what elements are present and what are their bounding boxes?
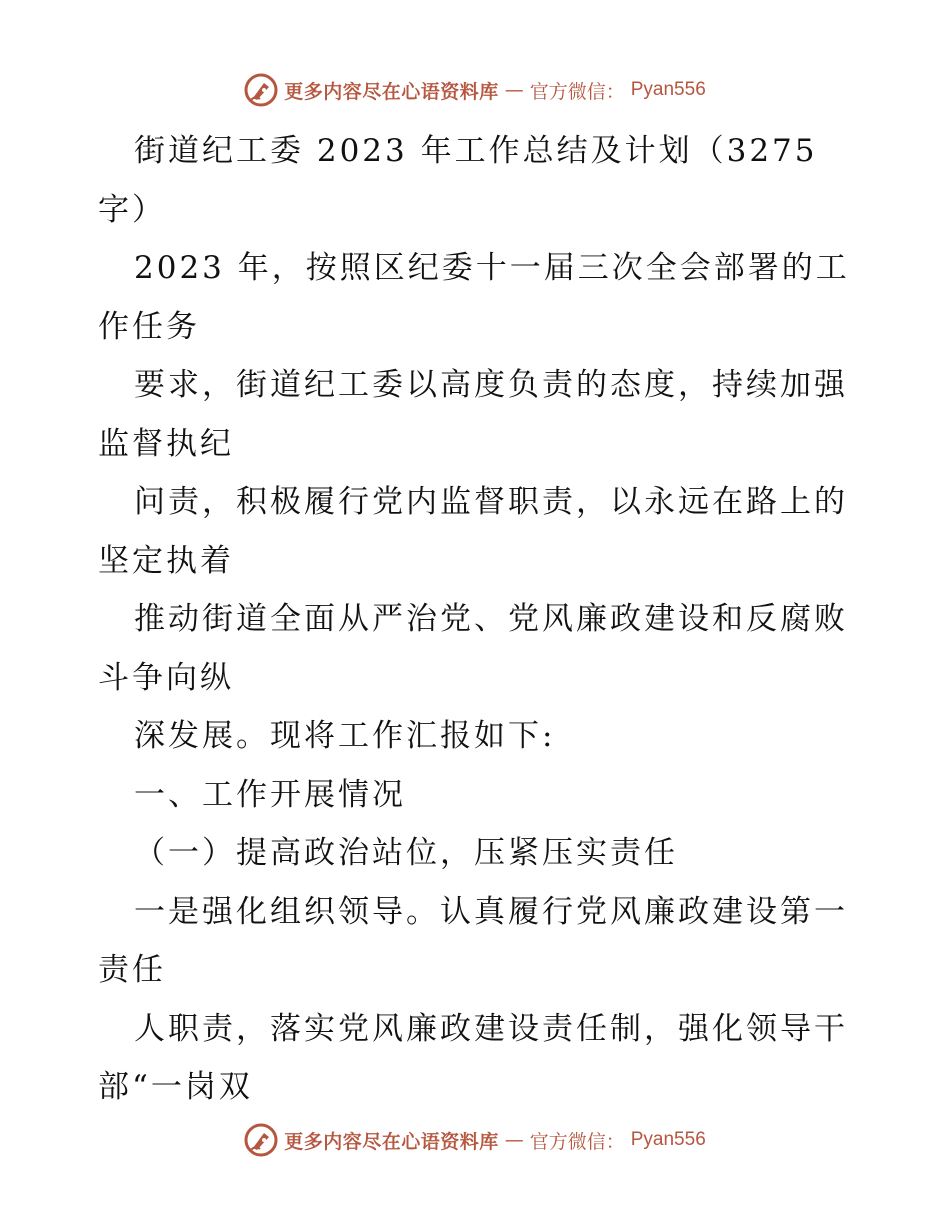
pen-nib-circle-icon [244, 73, 278, 107]
paragraph-line: 一是强化组织领导。认真履行党风廉政建设第一 [134, 893, 848, 930]
pen-nib-circle-icon [244, 1123, 278, 1157]
footer-watermark-banner [0, 1120, 950, 1160]
banner-wechat-label: 官方微信： [529, 80, 625, 103]
banner-wechat-id: Pyan556 [630, 79, 706, 100]
paragraph-line: 要求，街道纪工委以高度负责的态度，持续加强 [134, 367, 848, 403]
paragraph-line: 斗争向纵 [98, 659, 234, 696]
section-heading: 一、工作开展情况 [134, 776, 406, 813]
banner-separator: — [504, 79, 524, 101]
banner-wechat-label: 官方微信： [529, 1130, 625, 1153]
paragraph-line: 监督执纪 [98, 425, 234, 462]
banner-separator: — [504, 1129, 524, 1151]
paragraph-line: 推动街道全面从严治党、党风廉政建设和反腐败 [134, 601, 848, 637]
banner-wechat-id: Pyan556 [630, 1129, 706, 1150]
paragraph-line: 深发展。现将工作汇报如下: [134, 718, 556, 754]
banner-brand-text: 更多内容尽在心语资料库 [284, 1130, 499, 1153]
paragraph-line: 部“一岗双 [98, 1069, 253, 1105]
banner-brand-text: 更多内容尽在心语资料库 [284, 80, 499, 103]
document-title-line-2: 字） [98, 191, 166, 228]
header-watermark-banner [0, 70, 950, 110]
subsection-heading: （一）提高政治站位，压紧压实责任 [134, 835, 678, 871]
paragraph-line: 责任 [98, 952, 166, 988]
document-body [98, 122, 858, 1117]
paragraph-line: 问责，积极履行党内监督职责，以永远在路上的 [134, 484, 848, 520]
paragraph-line: 作任务 [98, 308, 200, 345]
paragraph-line: 坚定执着 [98, 542, 234, 579]
paragraph-line: 2023 年，按照区纪委十一届三次全会部署的工 [134, 250, 850, 286]
document-title-line-1: 街道纪工委 2023 年工作总结及计划（3275 [134, 133, 818, 169]
paragraph-line: 人职责，落实党风廉政建设责任制，强化领导干 [134, 1010, 848, 1047]
